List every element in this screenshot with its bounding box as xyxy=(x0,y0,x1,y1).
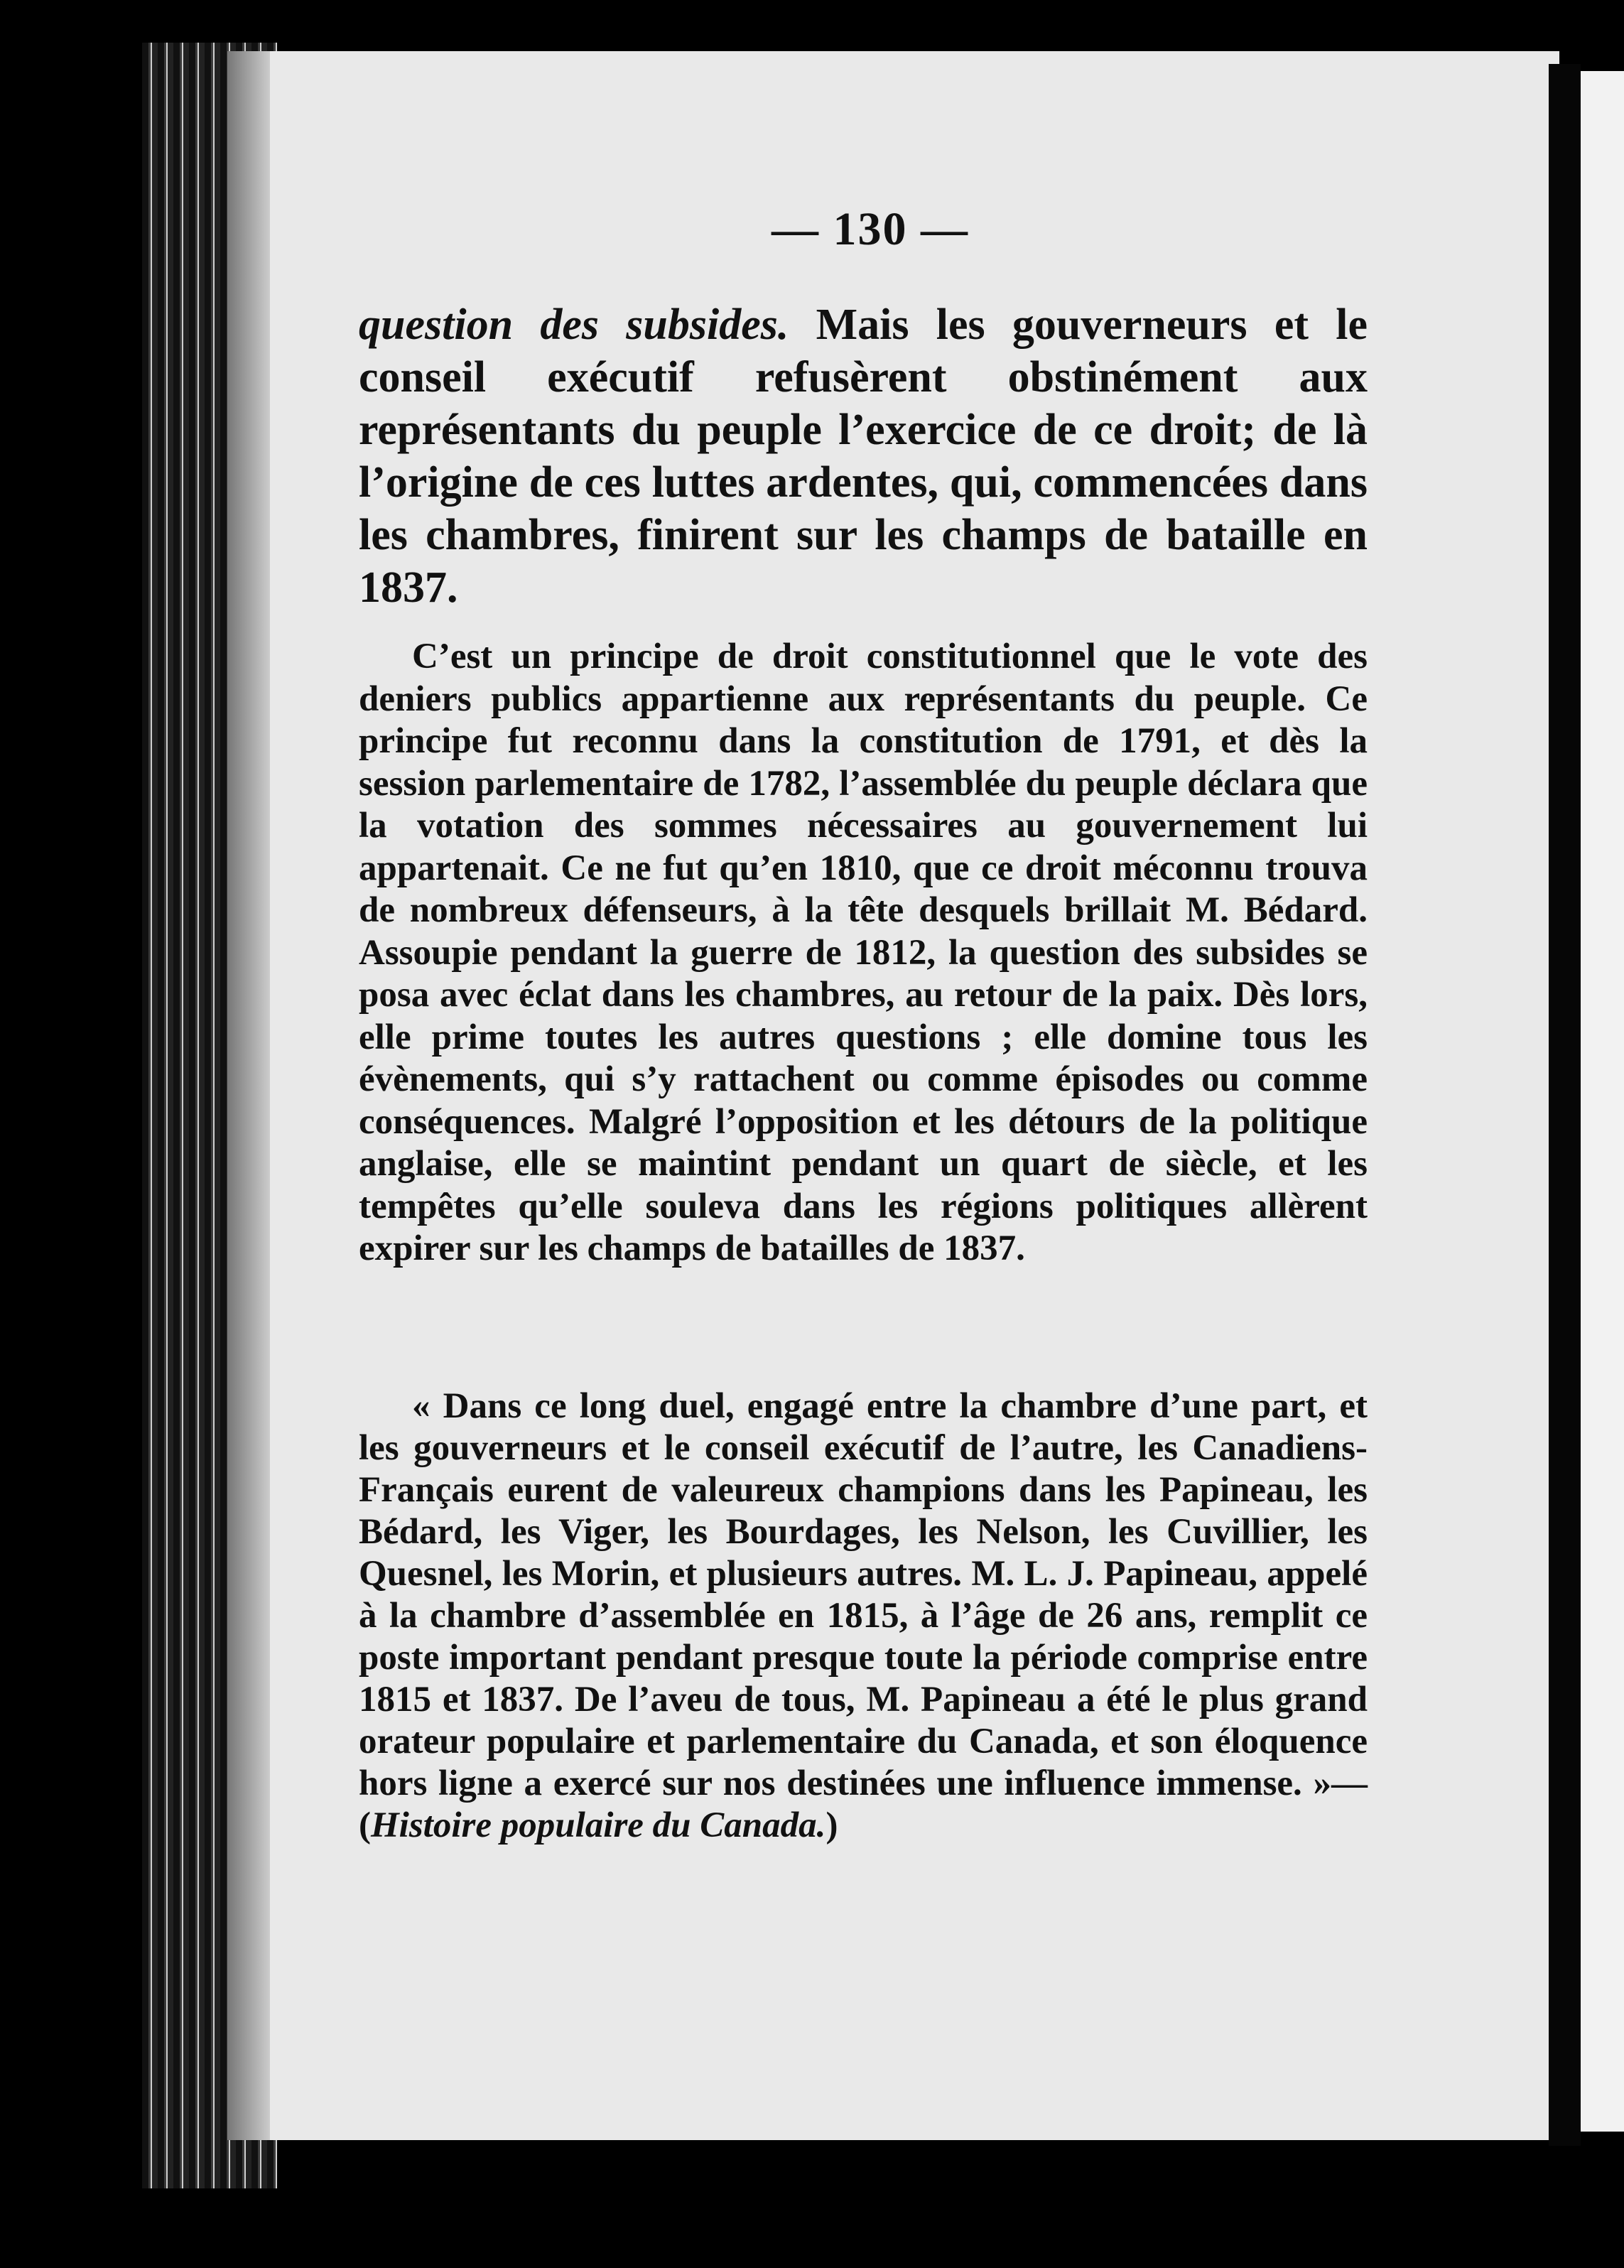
page-number: — 130 — xyxy=(772,203,969,255)
paragraph-3 xyxy=(359,1386,1368,1847)
citation-source: Histoire populaire du Canada. xyxy=(370,1805,826,1845)
paragraph-3-text: « Dans ce long duel, engagé entre la chambre d’une part, et les gouverneurs et le conseil exécutif de l’autre, les Canadiens-Français eurent de valeureux champions dans les Papineau, les Bédard, les Viger, les Bourdages, les Nelson, les Cuvillier, les Quesnel, les Morin, et plusieurs autres. M. L. J. Papineau, appelé à la chambre d’assemblée en 1815, à l’âge de 26 ans, remplit ce poste important pendant presque toute la période comprise entre 1815 et 1837. De l’aveu de tous, M. Papineau a été le plus grand orateur populaire et parlementaire du Canada, et son éloquence hors ligne a exercé sur nos destinées une influence immense. »—( xyxy=(359,1386,1368,1845)
paragraph-1-text: Mais les gouverneurs et le conseil exécutif refusèrent obstinément aux représentants du peuple l’exercice de ce droit; de là l’origine de ces luttes ardentes, qui, commencées dans les chambres, finirent sur les champs de bataille en 1837. xyxy=(359,301,1368,612)
page-spine-gap xyxy=(1549,64,1581,2146)
paragraph-1 xyxy=(359,298,1368,614)
next-page-edge xyxy=(1581,71,1624,2132)
paragraph-2-text: C’est un principe de droit constitutionnel que le vote des deniers publics appartienne aux représentants du peuple. Ce principe fut reconnu dans la constitution de 1791, et dès la session parlementaire de 1782, l’assemblée du peuple déclara que la votation des sommes nécessaires au gouvernement lui appartenait. Ce ne fut qu’en 1810, que ce droit méconnu trouva de nombreux défenseurs, à la tête desquels brillait M. Bédard. Assoupie pendant la guerre de 1812, la question des subsides se posa avec éclat dans les chambres, au retour de la paix. Dès lors, elle prime toutes les autres questions ; elle domine tous les évènements, qui s’y rattachent ou comme épisodes ou comme conséquences. Malgré l’opposition et les détours de la politique anglaise, elle se maintint pendant un quart de siècle, et les tempêtes qu’elle souleva dans les régions politiques allèrent expirer sur les champs de batailles de 1837. xyxy=(359,637,1368,1268)
paragraph-2 xyxy=(359,636,1368,1270)
paragraph-1-italic: question des subsides. xyxy=(359,301,789,349)
citation-close: ) xyxy=(825,1805,838,1845)
page-gutter-shadow xyxy=(227,51,271,2140)
